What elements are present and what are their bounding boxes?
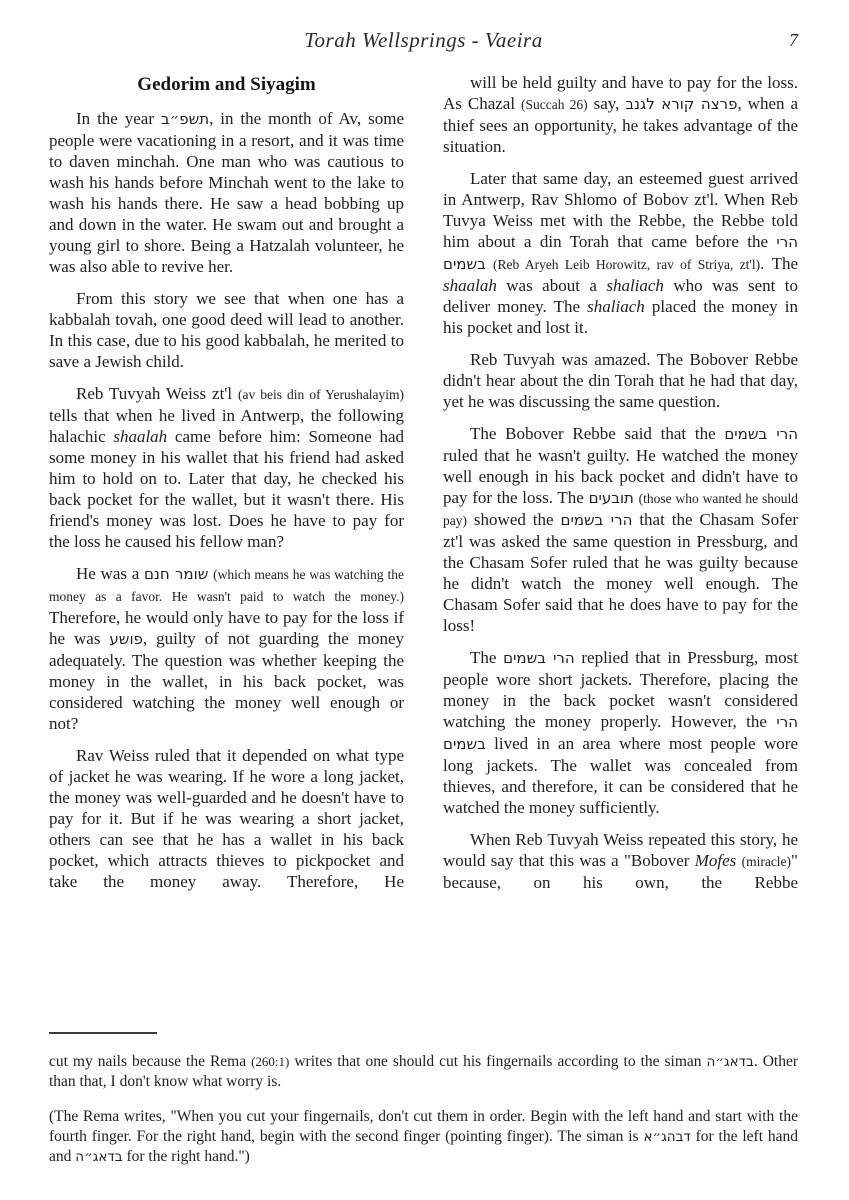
right-column: [443, 72, 798, 893]
page-title: Torah Wellsprings - Vaeira: [304, 28, 543, 52]
footnote-section: [49, 1032, 798, 1167]
left-column: [49, 72, 404, 892]
page-header: [49, 28, 798, 58]
paragraph: Later that same day, an esteemed guest arrived in Antwerp, Rav Shlomo of Bobov zt'l. When Reb Tuvya Weiss met with the Rebbe, the Rebbe told him about a din Torah that came before the הרי בשמים (Reb Aryeh Leib Horowitz, rav of Striya, zt'l). The shaalah was about a shaliach who was sent to deliver money. The shaliach placed the money in his pocket and lost it.: [443, 169, 799, 337]
footnote: cut my nails because the Rema (260:1) writes that one should cut his fingernails according to the siman בדאג״ה. Other than that, I don't know what worry is.: [49, 1053, 798, 1090]
paragraph: He was a שומר חנם (which means he was watching the money as a favor. He wasn't paid to watch the money.) Therefore, he would only have to pay for the loss if he was פושע, guilty of not guarding the money adequately. The question was whether keeping the money in the wallet, in his back pocket, was considered watching the money well enough or not?: [49, 564, 404, 733]
paragraph: Rav Weiss ruled that it depended on what type of jacket he was wearing. If he wore a long jacket, the money was well-guarded and he doesn't have to pay for it. But if he was wearing a short jacket, others can see that he has a wallet in his back pocket, which attracts thieves to pickpocket and take the money away. Therefore, He: [49, 746, 404, 891]
page-number: 7: [789, 30, 798, 50]
footnote: (The Rema writes, "When you cut your fingernails, don't cut them in order. Begin with the left hand and start with the fourth finger. For the right hand, begin with the second finger (pointing finger). The siman is דבהג״א for the left hand and בדאג״ה for the right hand."): [49, 1108, 798, 1165]
paragraph: From this story we see that when one has a kabbalah tovah, one good deed will lead to another. In this case, due to his good kabbalah, he merited to save a Jewish child.: [49, 289, 404, 371]
paragraph: When Reb Tuvyah Weiss repeated this story, he would say that this was a "Bobover Mofes (miracle)" because, on his own, the Rebbe: [443, 830, 798, 892]
footnote-divider: [49, 1032, 157, 1034]
paragraph: In the year תשפ״ב, in the month of Av, some people were vacationing in a resort, and it was time to daven minchah. One man who was cautious to wash his hands before Minchah went to the lake to wash his hands there. He saw a head bobbing up and down in the water. He swam out and brought a young girl to shore. Being a Hatzalah volunteer, he was also able to revive her.: [49, 109, 404, 276]
section-heading: Gedorim and Siyagim: [137, 74, 316, 95]
paragraph: The Bobover Rebbe said that the הרי בשמים ruled that he wasn't guilty. He watched the money well enough in his back pocket and didn't have to pay for the loss. The תובעים (those who wanted he should pay) showed the הרי בשמים that the Chasam Sofer zt'l was asked the same question in Pressburg, and the Chasam Sofer ruled that he was guilty because he didn't watch the money well enough. The Chasam Sofer said that he does have to pay for the loss!: [443, 424, 798, 635]
paragraph: The הרי בשמים replied that in Pressburg, most people wore short jackets. Therefore, placing the money in the back pocket wasn't considered watching the money properly. However, the הרי בשמים lived in an area where most people wore long jackets. The wallet was concealed from thieves, and therefore, it can be considered that he watched the money sufficiently.: [443, 648, 798, 817]
paragraph: will be held guilty and have to pay for the loss. As Chazal (Succah 26) say, פרצה קורא לגנב, when a thief sees an opportunity, he takes advantage of the situation.: [443, 73, 798, 156]
paragraph: Reb Tuvyah Weiss zt'l (av beis din of Yerushalayim) tells that when he lived in Antwerp, the following halachic shaalah came before him: Someone had some money in his wallet that his friend had asked him to hold on to. Later that day, he checked his back pocket for the wallet, but it wasn't there. His friend's money was lost. Does he have to pay for the loss he caused his fellow man?: [49, 384, 404, 551]
two-column-body: [49, 72, 798, 1010]
paragraph: Reb Tuvyah was amazed. The Bobover Rebbe didn't hear about the din Torah that he had that day, yet he was discussing the same question.: [443, 350, 798, 411]
